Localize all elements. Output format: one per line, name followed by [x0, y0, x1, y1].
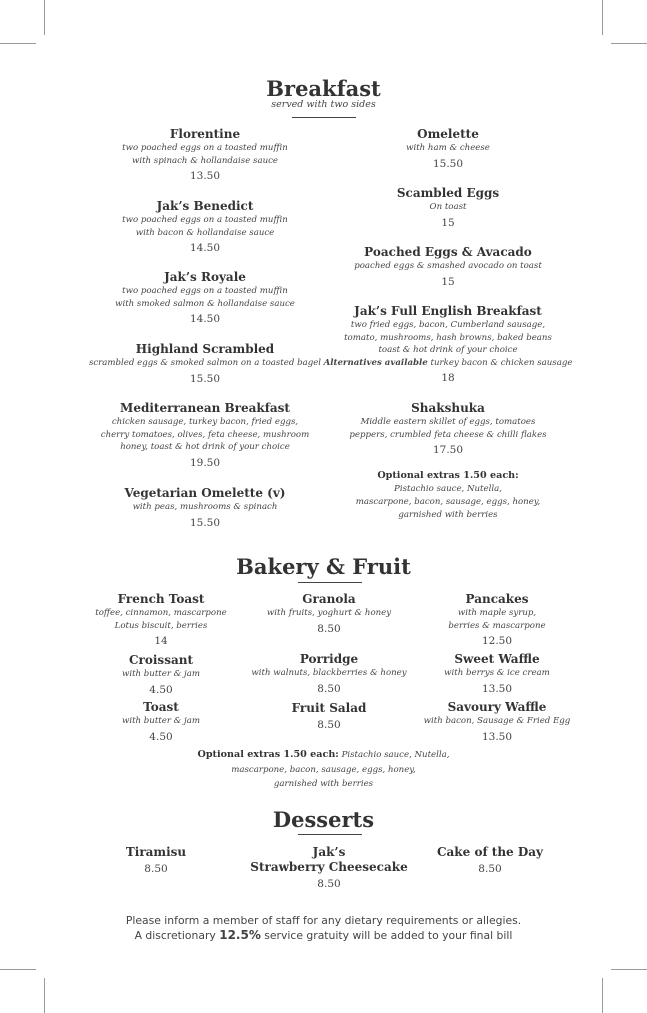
item-desc: with butter & jam [121, 716, 200, 726]
breakfast-subtitle: served with two sides [271, 99, 376, 110]
breakfast-divider [292, 117, 356, 118]
item-alternatives [318, 357, 578, 370]
extras-title: Optional extras 1.50 each: [197, 749, 339, 760]
item-desc: toast & hot drink of your choice [378, 345, 518, 356]
menu-item-pancakes [397, 592, 597, 649]
crop-mark [611, 43, 647, 44]
item-desc: with fruits, yoghurt & honey [266, 608, 392, 618]
crop-mark [44, 0, 45, 35]
notice-text: A discretionary [134, 929, 220, 942]
item-price: 8.50 [144, 863, 168, 875]
item-desc: with bacon & hollandaise sauce [135, 227, 275, 238]
item-name: Poached Eggs & Avacado [364, 245, 532, 259]
crop-mark [602, 0, 603, 35]
item-name: Granola [302, 592, 356, 606]
menu-item-mediterranean-breakfast [85, 401, 325, 471]
item-name: Scambled Eggs [396, 186, 500, 200]
menu-item-scambled-eggs [328, 186, 568, 231]
item-name: Croissant [129, 653, 193, 667]
bakery-extras [150, 748, 497, 792]
item-desc: with butter & jam [121, 669, 200, 679]
item-desc: peppers, crumbled feta cheese & chilli flakes [349, 429, 547, 440]
menu-item-omelette [328, 127, 568, 172]
menu-item-florentine [85, 127, 325, 184]
item-desc: poached eggs & smashed avocado on toast [354, 261, 542, 271]
item-desc: On toast [429, 202, 467, 212]
item-desc: Lotus biscuit, berries [114, 620, 208, 631]
item-price: 14.50 [189, 313, 221, 326]
item-name-line2: Strawberry Cheesecake [250, 860, 408, 874]
item-name: Florentine [169, 127, 241, 141]
menu-item-highland-scrambled [85, 342, 325, 387]
item-desc: toffee, cinnamon, mascarpone [95, 608, 227, 618]
item-name: Highland Scrambled [135, 342, 275, 356]
item-desc: with bacon, Sausage & Fried Egg [423, 716, 571, 726]
item-desc: scrambled eggs & smoked salmon on a toasted bagel [88, 358, 322, 368]
item-desc: two poached eggs on a toasted muffin [122, 143, 288, 153]
item-desc: two poached eggs on a toasted muffin [122, 215, 288, 225]
item-name: Jak’s Benedict [156, 199, 254, 213]
alternatives-label: Alternatives available [323, 357, 428, 368]
item-desc: with smoked salmon & hollandaise sauce [115, 298, 295, 309]
item-desc: with peas, mushrooms & spinach [132, 502, 278, 512]
item-desc: cherry tomatoes, olives, feta cheese, mushroom [100, 429, 310, 440]
gratuity-percent: 12.5% [219, 928, 261, 942]
item-price: 15 [441, 275, 455, 288]
item-name: Jak’s Full English Breakfast [354, 304, 542, 318]
item-name: Cake of the Day [436, 845, 544, 859]
item-name: Vegetarian Omelette (v) [124, 486, 286, 500]
item-price: 13.50 [189, 170, 221, 183]
item-price: 4.50 [149, 730, 173, 743]
item-name: Shakshuka [411, 401, 485, 415]
item-name: Porridge [299, 652, 359, 666]
dietary-notice: Please inform a member of staff for any dietary requirements or allegies. [125, 914, 522, 927]
item-price: 4.50 [149, 683, 173, 696]
item-desc: with ham & cheese [406, 143, 490, 153]
extras-first-line [150, 748, 497, 763]
item-price: 8.50 [478, 863, 502, 875]
item-price: 15.50 [432, 157, 464, 170]
item-price: 8.50 [317, 878, 341, 890]
item-desc: honey, toast & hot drink of your choice [120, 442, 290, 453]
item-price: 15 [441, 216, 455, 229]
extras-line: Pistachio sauce, Nutella, [394, 484, 502, 494]
menu-item-tiramisu [56, 845, 256, 877]
item-name: Fruit Salad [291, 701, 367, 715]
crop-mark [0, 969, 36, 970]
item-name: Tiramisu [125, 845, 187, 859]
crop-mark [0, 43, 36, 44]
notice-text: service gratuity will be added to your final bill [260, 929, 513, 942]
item-price: 8.50 [317, 622, 341, 635]
item-desc: berries & mascarpone [448, 620, 546, 631]
item-price: 8.50 [317, 682, 341, 695]
item-name: Omelette [417, 127, 479, 141]
item-name: French Toast [117, 592, 205, 606]
item-name: Pancakes [465, 592, 529, 606]
item-desc: chicken sausage, turkey bacon, fried eggs, [111, 417, 299, 427]
service-charge-notice [0, 928, 647, 943]
menu-item-jaks-royale [85, 270, 325, 327]
desserts-divider [298, 834, 362, 835]
item-price: 14.50 [189, 242, 221, 255]
item-price: 15.50 [189, 516, 221, 529]
item-name: Toast [143, 700, 179, 714]
menu-item-vegetarian-omelette [85, 486, 325, 531]
item-desc: two poached eggs on a toasted muffin [122, 286, 288, 296]
item-price: 13.50 [481, 682, 513, 695]
alternatives-text: turkey bacon & chicken sausage [427, 357, 573, 368]
menu-item-sweet-waffle [397, 652, 597, 697]
breakfast-heading: Breakfast [266, 76, 381, 101]
item-price: 8.50 [317, 719, 341, 731]
item-desc: with walnuts, blackberries & honey [251, 668, 407, 678]
desserts-heading: Desserts [272, 807, 375, 832]
item-name: Jak’s [312, 845, 346, 859]
bakery-divider [298, 582, 362, 583]
crop-mark [611, 969, 647, 970]
item-desc: with spinach & hollandaise sauce [131, 155, 279, 166]
menu-item-cake-of-the-day [390, 845, 590, 877]
item-desc: with maple syrup, [457, 608, 537, 618]
item-price: 12.50 [481, 635, 513, 648]
crop-mark [602, 978, 603, 1013]
extras-line: Pistachio sauce, Nutella, [338, 750, 450, 760]
extras-line: garnished with berries [273, 779, 374, 789]
menu-item-shakshuka [318, 401, 578, 458]
breakfast-extras [318, 469, 578, 522]
extras-line: mascarpone, bacon, sausage, eggs, honey, [355, 497, 541, 507]
menu-item-jaks-benedict [85, 199, 325, 256]
crop-mark [44, 978, 45, 1013]
item-price: 13.50 [481, 730, 513, 743]
item-desc: two fried eggs, bacon, Cumberland sausage, [350, 320, 546, 330]
menu-item-jaks-full-english [318, 304, 578, 386]
item-price: 14 [154, 635, 168, 648]
extras-line: mascarpone, bacon, sausage, eggs, honey, [231, 764, 416, 775]
item-name: Savoury Waffle [447, 700, 547, 714]
item-price: 18 [441, 372, 455, 385]
item-name: Jak’s Royale [164, 270, 246, 284]
item-desc: tomato, mushrooms, hash browns, baked beans [344, 332, 552, 343]
item-name: Sweet Waffle [454, 652, 540, 666]
item-desc: with berrys & ice cream [444, 668, 550, 678]
menu-item-savoury-waffle [397, 700, 597, 745]
item-desc: Middle eastern skillet of eggs, tomatoes [360, 417, 536, 427]
extras-title: Optional extras 1.50 each: [377, 470, 519, 481]
item-price: 15.50 [189, 372, 221, 385]
menu-item-poached-eggs-avacado [328, 245, 568, 290]
item-price: 17.50 [432, 444, 464, 457]
extras-line: garnished with berries [398, 510, 498, 520]
bakery-heading: Bakery & Fruit [236, 554, 411, 579]
item-price: 19.50 [189, 456, 221, 469]
item-name: Mediterranean Breakfast [120, 401, 290, 415]
